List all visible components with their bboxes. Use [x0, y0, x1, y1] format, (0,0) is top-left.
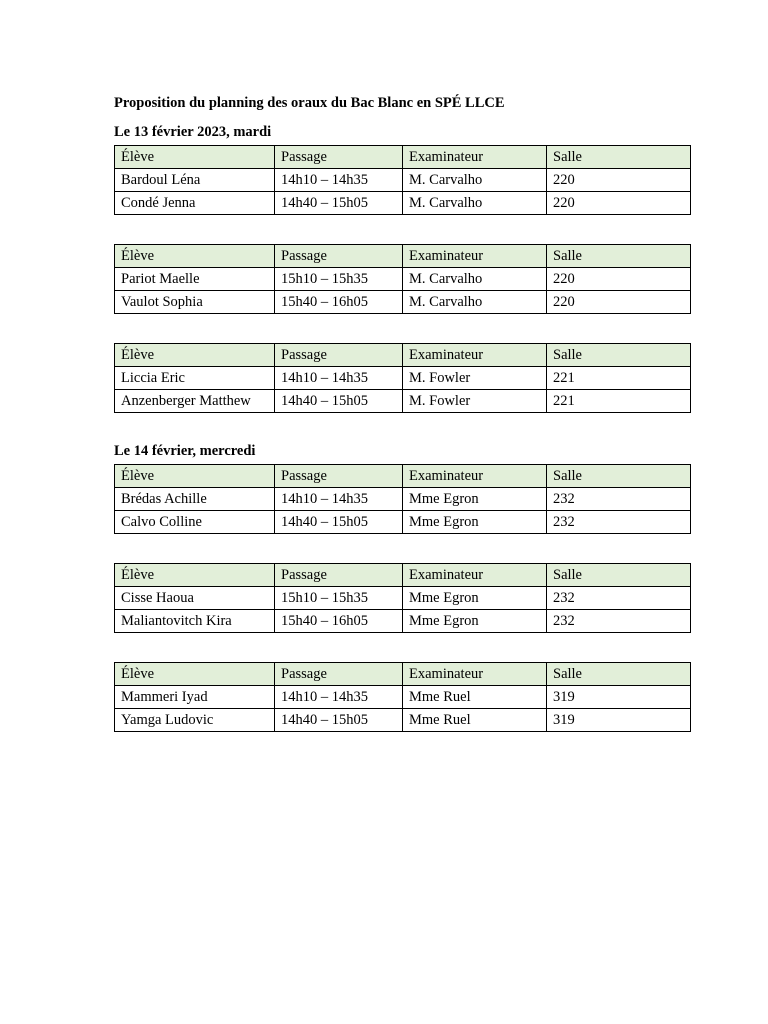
table-header-row [115, 663, 691, 686]
cell-time: 14h40 – 15h05 [275, 511, 403, 534]
header-student: Élève [115, 146, 275, 169]
document-title: Proposition du planning des oraux du Bac Blanc en SPÉ LLCE [114, 95, 505, 111]
cell-student: Condé Jenna [115, 192, 275, 215]
cell-time: 15h40 – 16h05 [275, 610, 403, 633]
cell-examiner: M. Carvalho [403, 268, 547, 291]
cell-examiner: Mme Ruel [403, 686, 547, 709]
table-row [115, 291, 691, 314]
header-room: Salle [547, 344, 691, 367]
cell-time: 15h10 – 15h35 [275, 268, 403, 291]
table-row [115, 587, 691, 610]
cell-time: 14h10 – 14h35 [275, 169, 403, 192]
cell-student: Liccia Eric [115, 367, 275, 390]
cell-room: 319 [547, 686, 691, 709]
cell-student: Calvo Colline [115, 511, 275, 534]
cell-room: 221 [547, 367, 691, 390]
table-header-row [115, 564, 691, 587]
cell-room: 232 [547, 511, 691, 534]
cell-room: 232 [547, 488, 691, 511]
cell-examiner: M. Carvalho [403, 291, 547, 314]
header-time: Passage [275, 564, 403, 587]
table-row [115, 686, 691, 709]
table-row [115, 192, 691, 215]
cell-room: 232 [547, 587, 691, 610]
cell-student: Cisse Haoua [115, 587, 275, 610]
schedule-table [114, 145, 691, 215]
cell-examiner: Mme Egron [403, 610, 547, 633]
header-time: Passage [275, 344, 403, 367]
section-date: Le 14 février, mercredi [114, 443, 256, 459]
header-room: Salle [547, 465, 691, 488]
cell-student: Pariot Maelle [115, 268, 275, 291]
cell-time: 14h10 – 14h35 [275, 367, 403, 390]
header-room: Salle [547, 564, 691, 587]
schedule-table [114, 563, 691, 633]
cell-room: 220 [547, 169, 691, 192]
cell-student: Mammeri Iyad [115, 686, 275, 709]
table-row [115, 610, 691, 633]
cell-student: Brédas Achille [115, 488, 275, 511]
header-examiner: Examinateur [403, 564, 547, 587]
cell-student: Maliantovitch Kira [115, 610, 275, 633]
table-row [115, 390, 691, 413]
header-time: Passage [275, 465, 403, 488]
table-header-row [115, 344, 691, 367]
cell-time: 14h10 – 14h35 [275, 686, 403, 709]
table-row [115, 709, 691, 732]
schedule-table [114, 662, 691, 732]
cell-student: Vaulot Sophia [115, 291, 275, 314]
header-student: Élève [115, 344, 275, 367]
cell-student: Bardoul Léna [115, 169, 275, 192]
cell-time: 14h10 – 14h35 [275, 488, 403, 511]
header-student: Élève [115, 465, 275, 488]
cell-student: Yamga Ludovic [115, 709, 275, 732]
cell-time: 14h40 – 15h05 [275, 192, 403, 215]
table-row [115, 511, 691, 534]
header-time: Passage [275, 146, 403, 169]
cell-room: 220 [547, 268, 691, 291]
header-student: Élève [115, 663, 275, 686]
cell-room: 232 [547, 610, 691, 633]
cell-room: 319 [547, 709, 691, 732]
header-room: Salle [547, 663, 691, 686]
cell-examiner: M. Fowler [403, 390, 547, 413]
table-row [115, 488, 691, 511]
cell-time: 15h40 – 16h05 [275, 291, 403, 314]
cell-examiner: Mme Egron [403, 488, 547, 511]
header-student: Élève [115, 245, 275, 268]
header-time: Passage [275, 663, 403, 686]
header-examiner: Examinateur [403, 344, 547, 367]
table-header-row [115, 465, 691, 488]
header-student: Élève [115, 564, 275, 587]
schedule-table [114, 464, 691, 534]
document-page [114, 94, 690, 732]
cell-examiner: M. Fowler [403, 367, 547, 390]
cell-examiner: Mme Ruel [403, 709, 547, 732]
header-time: Passage [275, 245, 403, 268]
table-row [115, 169, 691, 192]
cell-student: Anzenberger Matthew [115, 390, 275, 413]
cell-examiner: M. Carvalho [403, 169, 547, 192]
schedule-table [114, 244, 691, 314]
cell-time: 14h40 – 15h05 [275, 390, 403, 413]
header-room: Salle [547, 146, 691, 169]
cell-room: 220 [547, 291, 691, 314]
header-room: Salle [547, 245, 691, 268]
cell-room: 220 [547, 192, 691, 215]
header-examiner: Examinateur [403, 146, 547, 169]
table-header-row [115, 146, 691, 169]
cell-room: 221 [547, 390, 691, 413]
schedule-table [114, 343, 691, 413]
table-row [115, 367, 691, 390]
table-row [115, 268, 691, 291]
cell-time: 14h40 – 15h05 [275, 709, 403, 732]
table-header-row [115, 245, 691, 268]
section-date: Le 13 février 2023, mardi [114, 124, 272, 140]
cell-examiner: M. Carvalho [403, 192, 547, 215]
header-examiner: Examinateur [403, 465, 547, 488]
header-examiner: Examinateur [403, 663, 547, 686]
cell-examiner: Mme Egron [403, 511, 547, 534]
cell-examiner: Mme Egron [403, 587, 547, 610]
cell-time: 15h10 – 15h35 [275, 587, 403, 610]
header-examiner: Examinateur [403, 245, 547, 268]
